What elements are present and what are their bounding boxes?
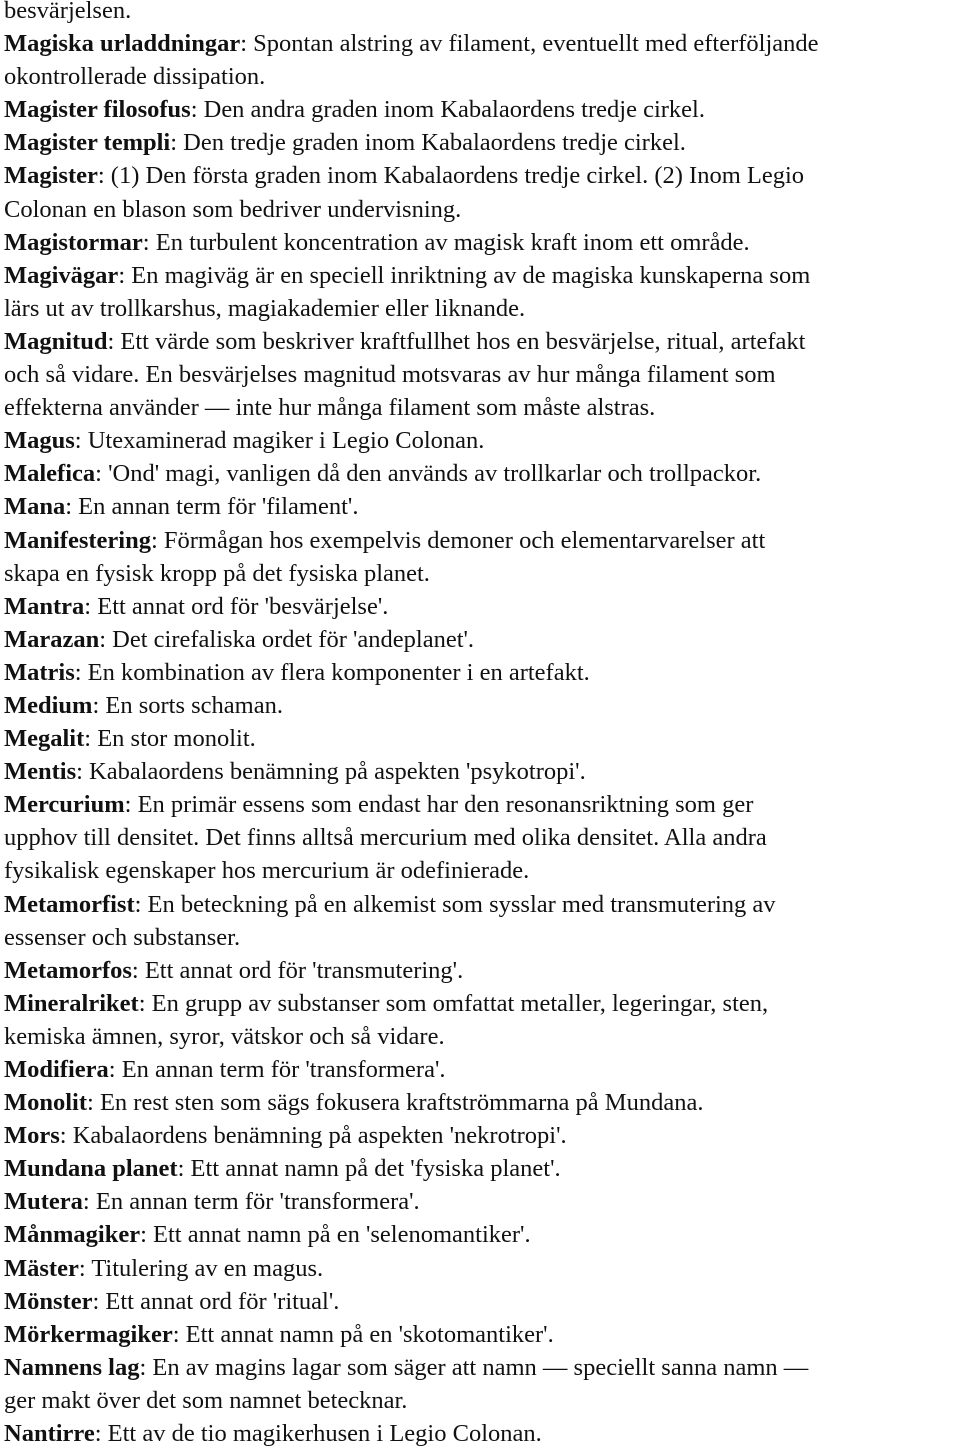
definition-text: lärs ut av trollkarshus, magiakademier eller liknande. xyxy=(4,294,526,322)
definition-text: : Ett av de tio magikerhusen i Legio Colonan. xyxy=(94,1420,542,1448)
definition-text: : Ett annat ord för 'besvärjelse'. xyxy=(84,592,389,620)
entry-line xyxy=(4,821,954,854)
definition-text: : En stor monolit. xyxy=(84,725,256,753)
definition-text: : (1) Den första graden inom Kabalaordens tredje cirkel. (2) Inom Legio xyxy=(97,162,805,190)
glossary-term: Metamorfist xyxy=(4,890,135,918)
intro-line: besvärjelsen. xyxy=(4,0,132,24)
entry-line xyxy=(4,1285,954,1318)
glossary-entry xyxy=(4,590,954,623)
entry-line xyxy=(4,490,954,523)
entry-line xyxy=(4,193,954,226)
definition-text: : Spontan alstring av filament, eventuellt med efterföljande xyxy=(240,30,819,58)
glossary-list xyxy=(4,27,954,1450)
glossary-entry xyxy=(4,722,954,755)
glossary-entry xyxy=(4,888,954,954)
glossary-entry xyxy=(4,325,954,424)
glossary-entry xyxy=(4,1185,954,1218)
glossary-term: Monolit xyxy=(4,1089,88,1117)
glossary-term: Manifestering xyxy=(4,526,151,554)
glossary-term: Nantirre xyxy=(4,1420,95,1448)
entry-line xyxy=(4,921,954,954)
glossary-term: Modifiera xyxy=(4,1056,109,1083)
entry-line xyxy=(4,126,954,159)
entry-line xyxy=(4,60,954,93)
entry-line xyxy=(4,1218,954,1251)
glossary-entry xyxy=(4,259,954,325)
definition-text: okontrollerade dissipation. xyxy=(4,63,266,91)
glossary-term: Medium xyxy=(4,691,93,719)
definition-text: Colonan en blason som bedriver undervisning. xyxy=(4,195,462,223)
glossary-entry xyxy=(4,623,954,656)
glossary-term: Megalit xyxy=(4,725,85,753)
glossary-term: Magister xyxy=(4,162,98,190)
glossary-term: Mörkermagiker xyxy=(4,1320,173,1348)
entry-line xyxy=(4,27,954,60)
definition-text: : Den andra graden inom Kabalaordens tredje cirkel. xyxy=(190,96,705,124)
entry-line xyxy=(4,159,954,192)
entry-line xyxy=(4,1417,954,1450)
entry-line xyxy=(4,1384,954,1417)
entry-line xyxy=(4,1152,954,1185)
glossary-entry xyxy=(4,1053,954,1086)
definition-text: skapa en fysisk kropp på det fysiska planet. xyxy=(4,559,430,587)
definition-text: kemiska ämnen, syror, vätskor och så vidare. xyxy=(4,1022,445,1050)
entry-line xyxy=(4,457,954,490)
definition-text: : Ett annat ord för 'transmutering'. xyxy=(131,956,464,984)
glossary-entry xyxy=(4,1152,954,1185)
glossary-entry xyxy=(4,788,954,887)
definition-text: upphov till densitet. Det finns alltså mercurium med olika densitet. Alla andra xyxy=(4,824,767,852)
entry-line xyxy=(4,391,954,424)
glossary-term: Metamorfos xyxy=(4,956,132,984)
definition-text: : En beteckning på en alkemist som sysslar med transmutering av xyxy=(134,890,776,918)
glossary-entry xyxy=(4,1351,954,1417)
definition-text: : Den tredje graden inom Kabalaordens tredje cirkel. xyxy=(170,129,686,157)
glossary-term: Namnens lag xyxy=(4,1353,140,1381)
glossary-term: Magister filosofus xyxy=(4,96,191,124)
entry-line xyxy=(4,590,954,623)
definition-text: : Det cirefaliska ordet för 'andeplanet'. xyxy=(99,625,475,653)
glossary-term: Magnitud xyxy=(4,327,108,355)
entry-line xyxy=(4,689,954,722)
glossary-entry xyxy=(4,226,954,259)
glossary-term: Mönster xyxy=(4,1287,93,1315)
definition-text: : En turbulent koncentration av magisk kraft inom ett område. xyxy=(142,228,750,256)
glossary-term: Magivägar xyxy=(4,261,119,289)
definition-text: : En annan term för 'transformera'. xyxy=(82,1188,420,1216)
definition-text: : Ett värde som beskriver kraftfullhet hos en besvärjelse, ritual, artefakt xyxy=(107,327,806,355)
glossary-entry xyxy=(4,1417,954,1450)
entry-line xyxy=(4,1119,954,1152)
glossary-entry xyxy=(4,490,954,523)
entry-line xyxy=(4,325,954,358)
definition-text: : Utexaminerad magiker i Legio Colonan. xyxy=(74,427,485,455)
definition-text: : 'Ond' magi, vanligen då den används av trollkarlar och trollpackor. xyxy=(95,460,762,488)
entry-line xyxy=(4,1020,954,1053)
glossary-term: Mors xyxy=(4,1122,60,1150)
definition-text: : Ett annat namn på det 'fysiska planet'. xyxy=(177,1155,561,1183)
glossary-entry xyxy=(4,524,954,590)
entry-line xyxy=(4,623,954,656)
glossary-entry xyxy=(4,93,954,126)
glossary-term: Marazan xyxy=(4,625,100,653)
glossary-entry xyxy=(4,954,954,987)
definition-text: fysikalisk egenskaper hos mercurium är odefinierade. xyxy=(4,857,530,885)
glossary-entry xyxy=(4,457,954,490)
definition-text: : Titulering av en magus. xyxy=(78,1254,324,1282)
glossary-term: Magus xyxy=(4,427,75,455)
definition-text: : En kombination av flera komponenter i en artefakt. xyxy=(74,658,590,686)
glossary-entry xyxy=(4,1252,954,1285)
entry-line xyxy=(4,259,954,292)
glossary-page xyxy=(4,0,954,1450)
glossary-entry xyxy=(4,424,954,457)
glossary-entry xyxy=(4,987,954,1053)
entry-line xyxy=(4,656,954,689)
glossary-entry xyxy=(4,1285,954,1318)
entry-line xyxy=(4,226,954,259)
glossary-entry xyxy=(4,656,954,689)
entry-line xyxy=(4,788,954,821)
entry-line xyxy=(4,987,954,1020)
entry-line xyxy=(4,1086,954,1119)
glossary-term: Mana xyxy=(4,493,66,521)
glossary-term: Mineralriket xyxy=(4,989,139,1017)
entry-line xyxy=(4,854,954,887)
glossary-entry xyxy=(4,27,954,93)
entry-line xyxy=(4,524,954,557)
definition-text: : Ett annat namn på en 'skotomantiker'. xyxy=(172,1320,554,1348)
entry-line xyxy=(4,722,954,755)
entry-line xyxy=(4,1351,954,1384)
definition-text: : Förmågan hos exempelvis demoner och elementarvarelser att xyxy=(150,526,766,554)
definition-text: : Kabalaordens benämning på aspekten 'nekrotropi'. xyxy=(59,1122,567,1150)
glossary-term: Mantra xyxy=(4,592,85,620)
definition-text: : En annan term för 'filament'. xyxy=(65,493,359,521)
glossary-term: Magiska urladdningar xyxy=(4,30,241,58)
glossary-term: Mutera xyxy=(4,1188,83,1216)
entry-line xyxy=(4,1252,954,1285)
entry-line xyxy=(4,1053,954,1086)
definition-text: : En annan term för 'transformera'. xyxy=(108,1056,446,1083)
glossary-term: Magister templi xyxy=(4,129,171,157)
glossary-term: Mäster xyxy=(4,1254,79,1282)
glossary-entry xyxy=(4,755,954,788)
glossary-entry xyxy=(4,1086,954,1119)
entry-line xyxy=(4,1318,954,1351)
entry-line xyxy=(4,954,954,987)
definition-text: : Ett annat ord för 'ritual'. xyxy=(92,1287,340,1315)
glossary-term: Magistormar xyxy=(4,228,143,256)
glossary-term: Matris xyxy=(4,658,75,686)
glossary-entry xyxy=(4,126,954,159)
glossary-term: Månmagiker xyxy=(4,1221,141,1249)
definition-text: effekterna använder — inte hur många filament som måste alstras. xyxy=(4,394,656,422)
entry-line xyxy=(4,1185,954,1218)
definition-text: : En grupp av substanser som omfattat metaller, legeringar, sten, xyxy=(138,989,769,1017)
glossary-term: Mentis xyxy=(4,758,77,786)
definition-text: : En rest sten som sägs fokusera kraftströmmarna på Mundana. xyxy=(87,1089,704,1117)
entry-line xyxy=(4,93,954,126)
glossary-entry xyxy=(4,1218,954,1251)
entry-line xyxy=(4,358,954,391)
definition-text: essenser och substanser. xyxy=(4,923,241,951)
entry-line xyxy=(4,292,954,325)
definition-text: : Kabalaordens benämning på aspekten 'psykotropi'. xyxy=(76,758,586,786)
glossary-entry xyxy=(4,159,954,225)
entry-line xyxy=(4,557,954,590)
glossary-term: Mundana planet xyxy=(4,1155,178,1183)
definition-text: : En magiväg är en speciell inriktning av de magiska kunskaperna som xyxy=(118,261,811,289)
glossary-entry xyxy=(4,1318,954,1351)
glossary-term: Mercurium xyxy=(4,791,125,819)
glossary-entry xyxy=(4,689,954,722)
entry-line xyxy=(4,424,954,457)
definition-text: : En av magins lagar som säger att namn — speciellt sanna namn — xyxy=(139,1353,809,1381)
definition-text: : En sorts schaman. xyxy=(92,691,283,719)
definition-text: ger makt över det som namnet betecknar. xyxy=(4,1386,408,1414)
entry-line xyxy=(4,755,954,788)
entry-line xyxy=(4,888,954,921)
definition-text: och så vidare. En besvärjelses magnitud motsvaras av hur många filament som xyxy=(4,361,776,389)
definition-text: : Ett annat namn på en 'selenomantiker'. xyxy=(140,1221,531,1249)
glossary-entry xyxy=(4,1119,954,1152)
definition-text: : En primär essens som endast har den resonansriktning som ger xyxy=(124,791,754,819)
glossary-term: Malefica xyxy=(4,460,96,488)
